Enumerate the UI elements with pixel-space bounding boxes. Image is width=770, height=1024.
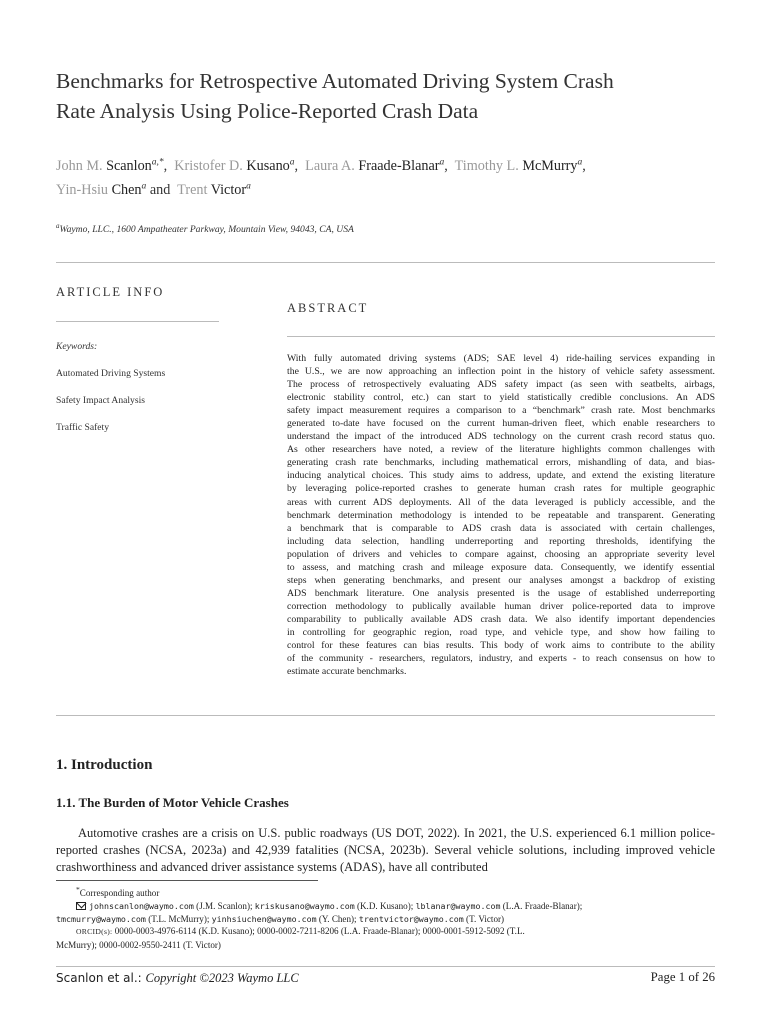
author-name: [56, 182, 170, 198]
email-address[interactable]: lblanar@waymo.com: [415, 900, 501, 911]
abstract-line: With fully automated driving systems (ADS; SAE level 4) ride-hailing services expanding in: [287, 353, 715, 364]
footnotes: [56, 884, 715, 952]
title-line-2: Rate Analysis Using Police-Reported Crash Data: [56, 99, 479, 123]
page-number: Page 1 of 26: [650, 970, 715, 984]
paper-title: [56, 66, 736, 126]
divider-bottom: [56, 715, 715, 716]
abstract-line: comparability to publically available ADS crash data. We also identify important dependencies: [287, 613, 715, 625]
email-owner: (T.L. McMurry);: [145, 913, 212, 924]
envelope-icon: [76, 902, 86, 910]
email-address[interactable]: yinhsiuchen@waymo.com: [211, 913, 317, 924]
email-address[interactable]: tmcmurry@waymo.com: [56, 913, 146, 924]
email-owner: (Y. Chen);: [316, 913, 359, 924]
abstract-line: inducing analytical choices. This study aims to address, update, and extend the existing literature: [287, 470, 715, 482]
author-first-name: John M.: [56, 157, 103, 174]
orcid-line-1: 0000-0003-4976-6114 (K.D. Kusano); 0000-0002-7211-8206 (L.A. Fraade-Blanar); 0000-0001-5912-5092 (T.L.: [112, 926, 525, 937]
section-heading: 1. Introduction: [56, 757, 153, 773]
author-first-name: Timothy L.: [454, 157, 519, 174]
author-separator: ,: [582, 157, 586, 174]
author-last-name: McMurry: [522, 157, 578, 174]
abstract-heading: ABSTRACT: [287, 301, 369, 315]
email-address[interactable]: johnscanlon@waymo.com: [89, 900, 194, 911]
abstract-line: by leveraging police-reported crashes to generate human crash rates for multiple geographic: [287, 483, 715, 495]
author-separator: ,: [294, 157, 299, 174]
abstract-line: benchmark determination methodology is intended to be repeatable and transparent. Generating: [287, 509, 715, 521]
abstract-line: including data selection, handling underreporting and reporting thresholds, identifying the: [287, 535, 715, 547]
footer-copyright: Copyright ©2023 Waymo LLC: [145, 971, 299, 985]
author-affiliation-mark: a: [246, 181, 251, 192]
affiliation-text: Waymo, LLC., 1600 Ampatheater Parkway, Mountain View, 94043, CA, USA: [59, 224, 354, 236]
author-list: [56, 152, 736, 201]
footer-left: [56, 971, 299, 986]
footnote-orcid: [56, 925, 715, 939]
abstract-line: population of drivers and vehicles to compare against, choosing an appropriate severity level: [287, 548, 715, 560]
email-owner: (J.M. Scanlon);: [193, 900, 255, 911]
article-info-heading: ARTICLE INFO: [56, 285, 165, 299]
author-name: [174, 158, 298, 174]
keyword-item: Safety Impact Analysis: [56, 395, 145, 406]
author-affiliation-mark: a: [141, 181, 147, 192]
footnote-orcid-2: McMurry); 0000-0002-9550-2411 (T. Victor): [56, 940, 221, 951]
footnote-emails: [56, 900, 715, 913]
abstract-line: understand the impact of the introduced ADS technology on the current crash record status quo.: [287, 431, 715, 443]
email-address[interactable]: trentvictor@waymo.com: [358, 913, 464, 924]
abstract-line: safety impact measurement requires a comparison to a “benchmark” crash rate. Most benchmarks: [287, 405, 715, 417]
abstract-line: a benchmark that is comparable to ADS crash data is associated with certain challenges,: [287, 522, 715, 534]
author-affiliation-mark: a: [289, 157, 295, 167]
author-last-name: Kusano: [246, 157, 290, 174]
abstract-line: electronic stability control, etc.) can start to yield statistically credible conclusions. An ADS: [287, 392, 715, 404]
author-name: [455, 158, 586, 174]
keywords-label: Keywords:: [56, 341, 98, 352]
author-affiliation-mark: a: [439, 157, 445, 167]
title-line-1: Benchmarks for Retrospective Automated Driving System Crash: [56, 69, 614, 93]
affiliation: [56, 222, 736, 235]
abstract-line: control for these features can bias results. This body of work aims to contribute to the ability: [287, 640, 715, 652]
author-first-name: Trent: [177, 182, 208, 199]
keyword-item: Automated Driving Systems: [56, 368, 166, 379]
author-last-name: Chen: [111, 182, 142, 199]
abstract-line: the U.S., we are now approaching an inflection point in the history of vehicle safety assessment.: [287, 366, 715, 378]
corresponding-text: Corresponding author: [79, 888, 160, 899]
abstract-line: of the community - researchers, regulators, industry, and experts - to reach consensus on how to: [287, 653, 715, 665]
abstract-line: estimate accurate benchmarks.: [287, 666, 407, 678]
email-owner: (K.D. Kusano);: [354, 900, 416, 911]
email-owner: (T. Victor): [463, 913, 505, 924]
author-last-name: Victor: [210, 182, 247, 199]
author-last-name: Scanlon: [106, 157, 152, 174]
abstract-text: [287, 352, 715, 678]
footer-rule: [56, 966, 715, 967]
author-name: [177, 182, 251, 198]
abstract-line: steps when generating benchmarks, and present our analyses amongst a backdrop of existing: [287, 574, 715, 586]
abstract-line: As other researchers have noted, a review of the literature highlights common challenges with: [287, 444, 715, 456]
author-affiliation-mark: a,*: [151, 157, 164, 167]
author-separator: ,: [444, 157, 448, 174]
footnote-emails-2: [56, 913, 715, 926]
author-first-name: Laura A.: [305, 157, 355, 174]
footer-author: Scanlon et al.:: [56, 971, 146, 985]
email-owner: (L.A. Fraade-Blanar);: [500, 900, 583, 911]
subsection-heading: 1.1. The Burden of Motor Vehicle Crashes: [56, 795, 289, 810]
abstract-line: generated to-date have focused on the current human-driven fleet, which enable researchers to: [287, 418, 715, 430]
intro-paragraph: Automotive crashes are a crisis on U.S. public roadways (US DOT, 2022). In 2021, the U.S. experienced 6.1 million police-reported crashes (NCSA, 2023a) and 42,939 fatalities (NCSA, 2023b). Several vehicle solutions, including improved vehicle crashworthiness and advanced driver assistance systems (ADAS), have all contributed: [56, 826, 715, 875]
author-name: [305, 158, 448, 174]
divider-top: [56, 262, 715, 263]
corresponding-mark: *: [76, 885, 80, 894]
abstract-line: correction methodology to publically available human driver police-reported data to improve: [287, 600, 715, 612]
keyword-item: Traffic Safety: [56, 422, 110, 433]
author-first-name: Yin-Hsiu: [56, 182, 109, 199]
abstract-line: to assess, and matching crash and mileage exposure data. Consequently, we identify essential: [287, 561, 715, 573]
email-address[interactable]: kriskusano@waymo.com: [254, 900, 355, 911]
author-first-name: Kristofer D.: [174, 157, 243, 174]
abstract-rule: [287, 336, 715, 337]
author-affiliation-mark: a: [577, 157, 583, 167]
author-last-name: Fraade-Blanar: [358, 157, 440, 174]
footnote-rule: [56, 880, 318, 881]
abstract-line: ADS benchmark literature. One analysis presented is the usage of established underreporting: [287, 587, 715, 599]
abstract-line: The process of retrospectively evaluating ADS safety impact (as seen with seatbelts, airbags,: [287, 379, 715, 391]
author-name: [56, 158, 167, 174]
footnote-corresponding: [56, 884, 715, 900]
orcid-label: ORCID(s):: [76, 927, 113, 937]
author-separator: and: [146, 182, 171, 199]
author-separator: ,: [163, 157, 168, 174]
affiliation-mark: a: [56, 222, 60, 230]
abstract-line: generating crash rate benchmarks, including mathematical errors, mishandling of data, and bias-: [287, 457, 715, 469]
article-info-rule: [56, 321, 219, 322]
abstract-line: areas with current ADS deployments. All of the data leveraged is publicly accessible, and the: [287, 496, 715, 508]
abstract-line: in controlling for geographic region, road type, and vehicle type, and show how failing to: [287, 626, 715, 638]
